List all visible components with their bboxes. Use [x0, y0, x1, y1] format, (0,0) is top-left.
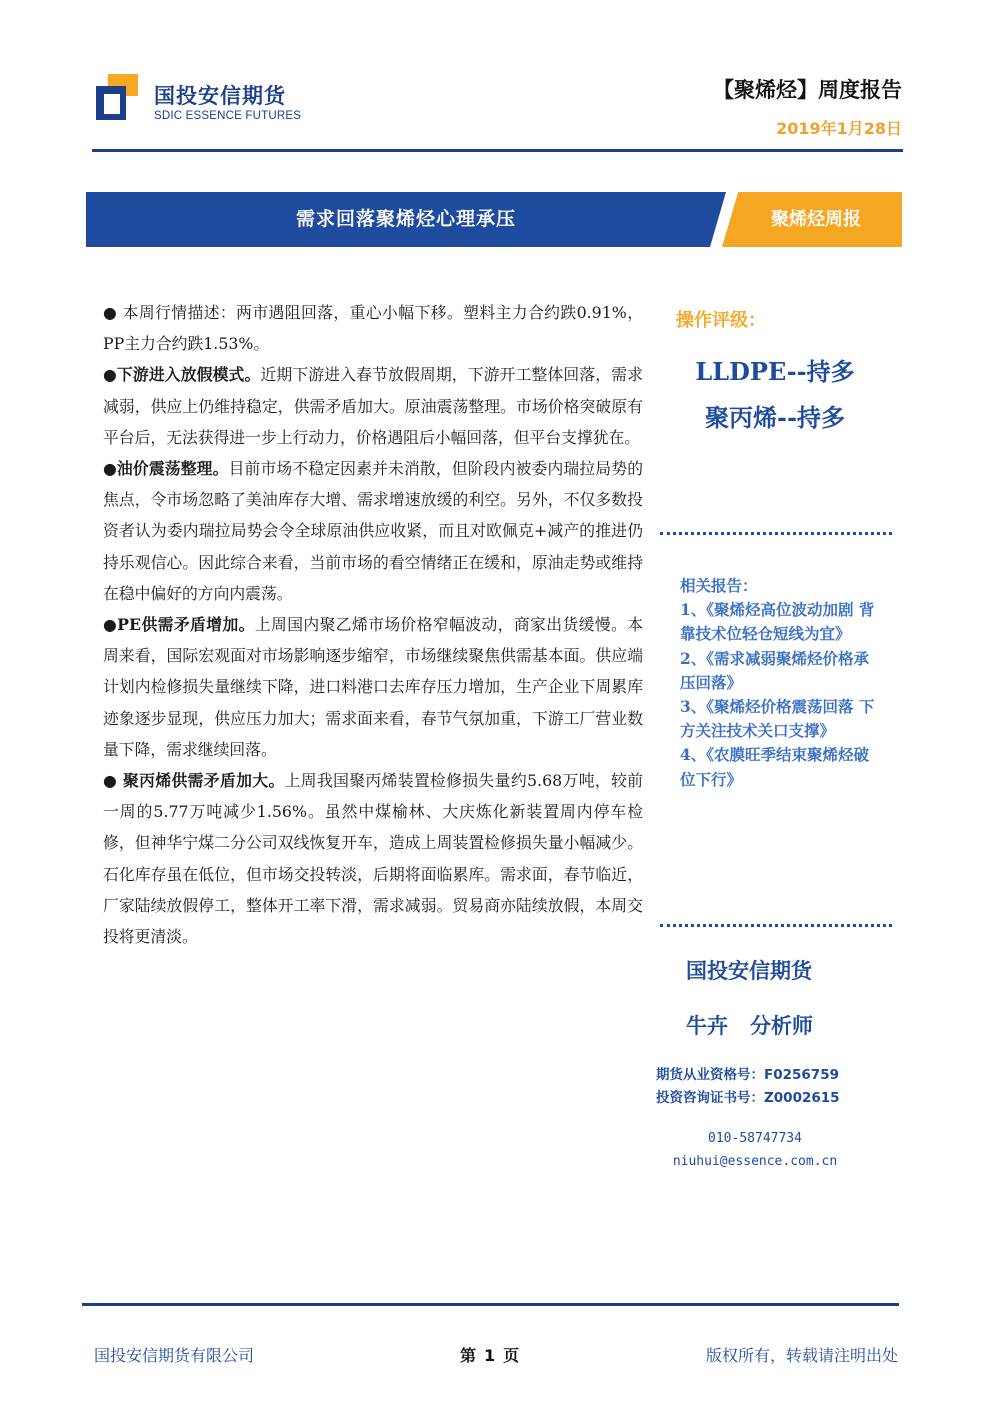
phone-number: 010-58747734 — [708, 1131, 802, 1146]
rating-label: 操作评级： — [676, 310, 766, 331]
report-date: 2019年1月28日 — [776, 119, 902, 138]
related-reports-title: 相关报告： — [680, 576, 758, 595]
sidebar-divider — [660, 924, 892, 927]
page-prefix: 第 — [460, 1346, 477, 1365]
logo-chinese-name: 国投安信期货 — [154, 84, 286, 108]
paragraph-text: 近期下游进入春节放假周期，下游开工整体回落，需求减弱，供应上仍维持稳定，供需矛盾加大。原油震荡整理。市场价格突破原有平台后，无法获得进一步上行动力，价格遇阻后小幅回落，但平台支撑犹在。 — [103, 365, 643, 447]
futures-license: 期货从业资格号：F0256759 — [656, 1067, 839, 1083]
rating-pp: 聚丙烯--持多 — [705, 403, 845, 432]
footer-company: 国投安信期货有限公司 — [94, 1346, 255, 1365]
logo-english-name: SDIC ESSENCE FUTURES — [154, 110, 302, 122]
email-address[interactable]: niuhui@essence.com.cn — [672, 1154, 838, 1169]
paragraph-crude-oil — [103, 453, 643, 609]
analyst-name: 牛卉 — [686, 1014, 728, 1038]
related-reports — [680, 574, 880, 792]
report-category: 聚烯烃周报 — [771, 209, 861, 230]
paragraph-downstream — [103, 359, 643, 453]
advisory-license: 投资咨询证书号：Z0002615 — [656, 1090, 840, 1106]
paragraph-lead: ●油价震荡整理。 — [103, 459, 229, 479]
paragraph-text: ● 本周行情描述：两市遇阻回落，重心小幅下移。塑料主力合约跌0.91%，PP主力合约跌1.53%。 — [103, 303, 643, 354]
paragraph-lead: ● 聚丙烯供需矛盾加大。 — [103, 771, 285, 791]
sidebar-divider — [660, 532, 892, 535]
page-suffix: 页 — [503, 1346, 520, 1365]
footer-divider — [82, 1303, 899, 1306]
related-report-link[interactable]: 1、《聚烯烃高位波动加剧 背靠技术位轻仓短线为宜》 — [680, 600, 875, 644]
logo-mark-icon — [96, 72, 140, 122]
paragraph-text: 上周我国聚丙烯装置检修损失量约5.68万吨，较前一周的5.77万吨减少1.56%。虽然中煤榆林、大庆炼化新装置周内停车检修，但神华宁煤二分公司双线恢复开车，造成上周装置检修损失量小幅减少。石化库存虽在低位，但市场交投转淡，后期将面临累库。需求面，春节临近，厂家陆续放假停工，整体开工率下滑，需求减弱。贸易商亦陆续放假，本周交投将更清淡。 — [103, 771, 643, 947]
footer-copyright: 版权所有，转载请注明出处 — [705, 1346, 898, 1365]
paragraph-lead: ●下游进入放假模式。 — [103, 365, 261, 385]
page-number-value: 1 — [484, 1346, 496, 1365]
paragraph-pp — [103, 765, 643, 952]
analyst-role: 分析师 — [750, 1014, 813, 1038]
company-logo — [96, 72, 302, 128]
header-divider — [92, 149, 903, 152]
paragraph-pe — [103, 609, 643, 765]
organization-name: 国投安信期货 — [686, 959, 812, 983]
paragraph-market-summary — [103, 297, 643, 359]
report-type: 【聚烯烃】周度报告 — [713, 78, 902, 102]
related-report-link[interactable]: 3、《聚烯烃价格震荡回落 下方关注技术关口支撑》 — [680, 697, 875, 741]
page-number — [460, 1343, 519, 1366]
paragraph-text: 目前市场不稳定因素并未消散，但阶段内被委内瑞拉局势的焦点，令市场忽略了美油库存大增、需求增速放缓的利空。另外，不仅多数投资者认为委内瑞拉局势会令全球原油供应收紧，而且对欧佩克+减产的推进仍持乐观信心。因此综合来看，当前市场的看空情绪正在缓和，原油走势或维持在稳中偏好的方向内震荡。 — [103, 459, 643, 603]
report-body — [103, 297, 643, 952]
paragraph-text: 上周国内聚乙烯市场价格窄幅波动，商家出货缓慢。本周来看，国际宏观面对市场影响逐步缩窄，市场继续聚焦供需基本面。供应端计划内检修损失量继续下降，进口料港口去库存压力增加，生产企业下周累库迹象逐步显现，供应压力加大；需求面来看，春节气氛加重，下游工厂营业数量下降，需求继续回落。 — [103, 615, 643, 759]
related-report-link[interactable]: 2、《需求减弱聚烯烃价格承压回落》 — [680, 648, 870, 692]
paragraph-lead: ●PE供需矛盾增加。 — [103, 615, 255, 635]
analyst — [686, 1010, 813, 1040]
related-report-link[interactable]: 4、《农膜旺季结束聚烯烃破位下行》 — [680, 745, 870, 789]
rating-lldpe: LLDPE--持多 — [695, 357, 855, 386]
report-title: 需求回落聚烯烃心理承压 — [295, 208, 516, 230]
